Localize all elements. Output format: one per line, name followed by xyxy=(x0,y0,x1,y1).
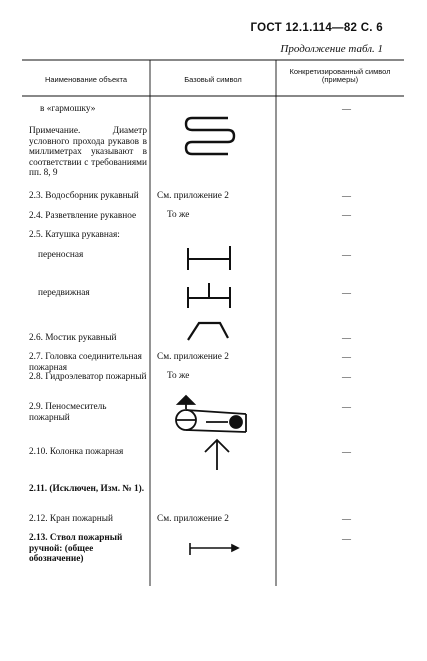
row-2-9: 2.9. Пеносмеситель пожарный xyxy=(29,402,107,423)
base-2-8: То же xyxy=(167,371,190,381)
concrete-2-13: — xyxy=(342,534,351,544)
row-2-11: 2.11. (Исключен, Изм. № 1). xyxy=(29,484,145,494)
row-2-13: 2.13. Ствол пожарный ручной: (общее обозначение) xyxy=(29,533,123,565)
concrete-2-4: — xyxy=(342,210,351,220)
row-portable: переносная xyxy=(38,250,84,260)
row-2-5: 2.5. Катушка рукавная: xyxy=(29,230,120,240)
hose-bridge-symbol xyxy=(188,323,228,340)
row-2-10: 2.10. Колонка пожарная xyxy=(29,447,124,457)
table-continuation-label: Продолжение табл. 1 xyxy=(280,43,383,55)
column-header-base-symbol: Базовый символ xyxy=(184,75,242,84)
row-note: Примечание. Диаметр условного прохода рукавов в миллиметрах указывают в соответствии с требованиями пп. 8, 9 xyxy=(29,126,147,179)
fire-nozzle-symbol xyxy=(190,543,238,555)
concrete-2-8: — xyxy=(342,372,351,382)
row-2-6: 2.6. Мостик рукавный xyxy=(29,333,117,343)
row-2-7: 2.7. Головка соединительная пожарная xyxy=(29,352,142,373)
concrete-2-12: — xyxy=(342,514,351,524)
concrete-2-6: — xyxy=(342,333,351,343)
concrete-2-7: — xyxy=(342,352,351,362)
concrete-2-3: — xyxy=(342,191,351,201)
column-header-concrete-symbol: Конкретизированный символ (примеры) xyxy=(289,67,391,84)
base-2-3: См. приложение 2 xyxy=(157,191,229,201)
concrete-accordion: — xyxy=(342,104,351,114)
base-2-12: См. приложение 2 xyxy=(157,514,229,524)
base-2-4: То же xyxy=(167,210,190,220)
fire-column-symbol xyxy=(205,440,229,470)
concrete-2-10: — xyxy=(342,447,351,457)
base-2-7: См. приложение 2 xyxy=(157,352,229,362)
column-header-name: Наименование объекта xyxy=(44,75,128,84)
row-mobile: передвижная xyxy=(38,288,90,298)
foam-mixer-symbol xyxy=(176,396,246,432)
row-2-3: 2.3. Водосборник рукавный xyxy=(29,191,139,201)
row-2-12: 2.12. Кран пожарный xyxy=(29,514,113,524)
mobile-reel-symbol xyxy=(188,283,230,308)
row-2-4: 2.4. Разветвление рукавное xyxy=(29,211,137,221)
row-2-8: 2.8. Гидроэлеватор пожарный xyxy=(29,372,147,382)
accordion-hose-symbol xyxy=(186,118,234,154)
portable-reel-symbol xyxy=(188,246,230,270)
concrete-mobile: — xyxy=(342,288,351,298)
gost-header: ГОСТ 12.1.114—82 С. 6 xyxy=(250,22,383,34)
row-accordion: в «гармошку» xyxy=(40,104,96,114)
concrete-portable: — xyxy=(342,250,351,260)
concrete-2-9: — xyxy=(342,402,351,412)
